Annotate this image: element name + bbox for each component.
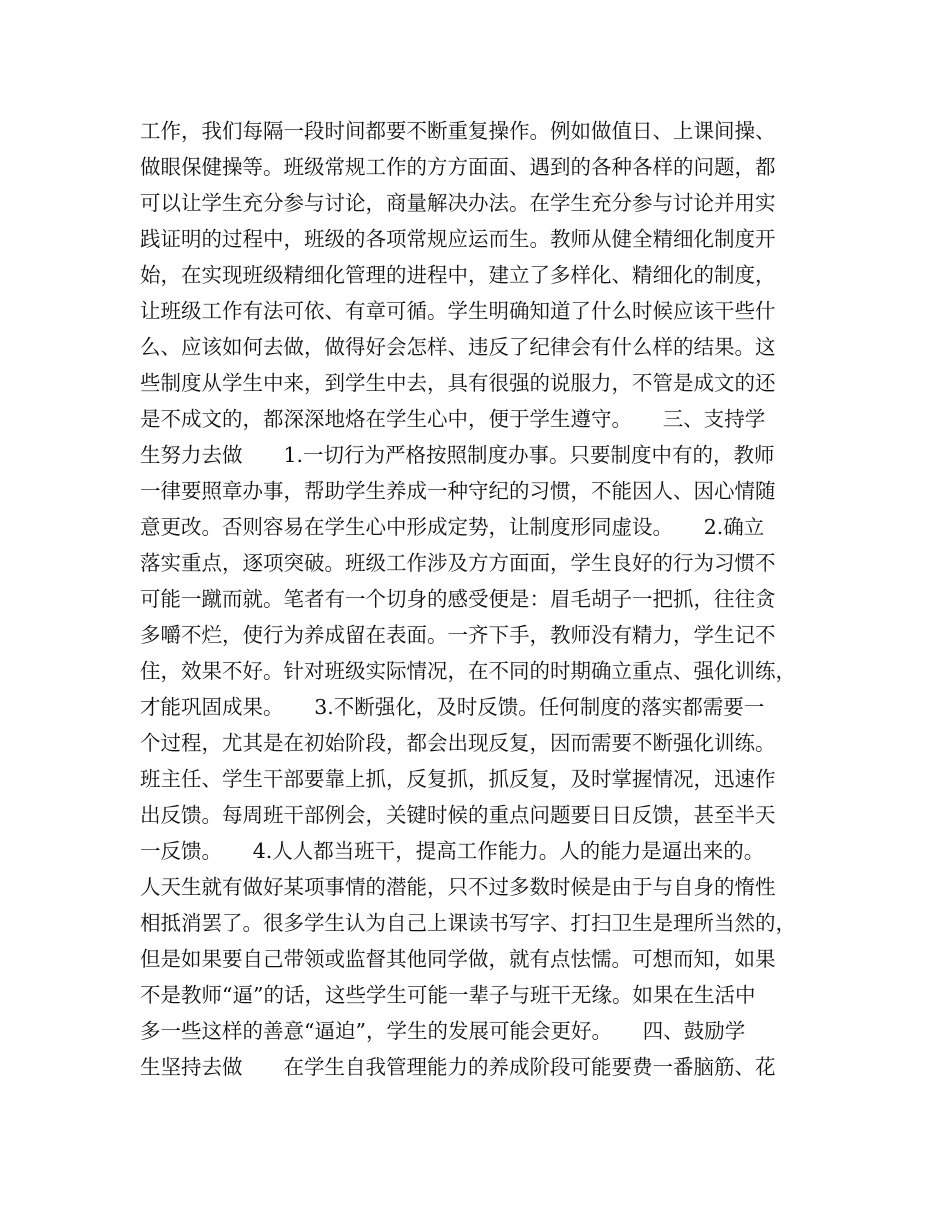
text-line: 住，效果不好。针对班级实际情况，在不同的时期确立重点、强化训练， [140, 659, 796, 683]
text-line: 么、应该如何去做，做得好会怎样、违反了纪律会有什么样的结果。这 [140, 335, 776, 359]
text-line: 践证明的过程中，班级的各项常规应运而生。教师从健全精细化制度开 [140, 227, 776, 251]
text-line: 可以让学生充分参与讨论，商量解决办法。在学生充分参与讨论并用实 [140, 191, 776, 215]
text-line: 出反馈。每周班干部例会，关键时候的重点问题要日日反馈，甚至半天 [140, 803, 776, 827]
text-line: 落实重点，逐项突破。班级工作涉及方方面面，学生良好的行为习惯不 [140, 551, 776, 575]
text-line: 多一些这样的善意“逼迫”，学生的发展可能会更好。 四、鼓励学 [140, 1019, 746, 1043]
text-line: 些制度从学生中来，到学生中去，具有很强的说服力，不管是成文的还 [140, 371, 776, 395]
text-line: 一律要照章办事，帮助学生养成一种守纪的习惯，不能因人、因心情随 [140, 479, 776, 503]
text-line: 人天生就有做好某项事情的潜能，只不过多数时候是由于与自身的惰性 [140, 875, 776, 899]
text-line: 一反馈。 4.人人都当班干，提高工作能力。人的能力是逼出来的。 [140, 839, 765, 863]
text-line: 意更改。否则容易在学生心中形成定势，让制度形同虚设。 2.确立 [140, 515, 765, 539]
text-line: 不是教师“逼”的话，这些学生可能一辈子与班干无缘。如果在生活中 [140, 983, 756, 1007]
text-line: 但是如果要自己带领或监督其他同学做，就有点怯懦。可想而知，如果 [140, 947, 776, 971]
text-line: 班主任、学生干部要靠上抓，反复抓，抓反复，及时掌握情况，迅速作 [140, 767, 776, 791]
text-line: 工作，我们每隔一段时间都要不断重复操作。例如做值日、上课间操、 [140, 119, 776, 143]
text-line: 生努力去做 1.一切行为严格按照制度办事。只要制度中有的，教师 [140, 443, 775, 467]
text-line: 生坚持去做 在学生自我管理能力的养成阶段可能要费一番脑筋、花 [140, 1055, 776, 1079]
text-line: 可能一蹴而就。笔者有一个切身的感受便是：眉毛胡子一把抓，往往贪 [140, 587, 776, 611]
text-line: 是不成文的，都深深地烙在学生心中，便于学生遵守。 三、支持学 [140, 407, 766, 431]
body-text [140, 113, 830, 1085]
text-line: 多嚼不烂，使行为养成留在表面。一齐下手，教师没有精力，学生记不 [140, 623, 776, 647]
text-line: 才能巩固成果。 3.不断强化，及时反馈。任何制度的落实都需要一 [140, 695, 765, 719]
text-line: 始，在实现班级精细化管理的进程中，建立了多样化、精细化的制度， [140, 263, 776, 287]
text-line: 做眼保健操等。班级常规工作的方方面面、遇到的各种各样的问题，都 [140, 155, 776, 179]
text-line: 个过程，尤其是在初始阶段，都会出现反复，因而需要不断强化训练。 [140, 731, 776, 755]
text-line: 让班级工作有法可依、有章可循。学生明确知道了什么时候应该干些什 [140, 299, 776, 323]
text-line: 相抵消罢了。很多学生认为自己上课读书写字、打扫卫生是理所当然的， [140, 911, 796, 935]
